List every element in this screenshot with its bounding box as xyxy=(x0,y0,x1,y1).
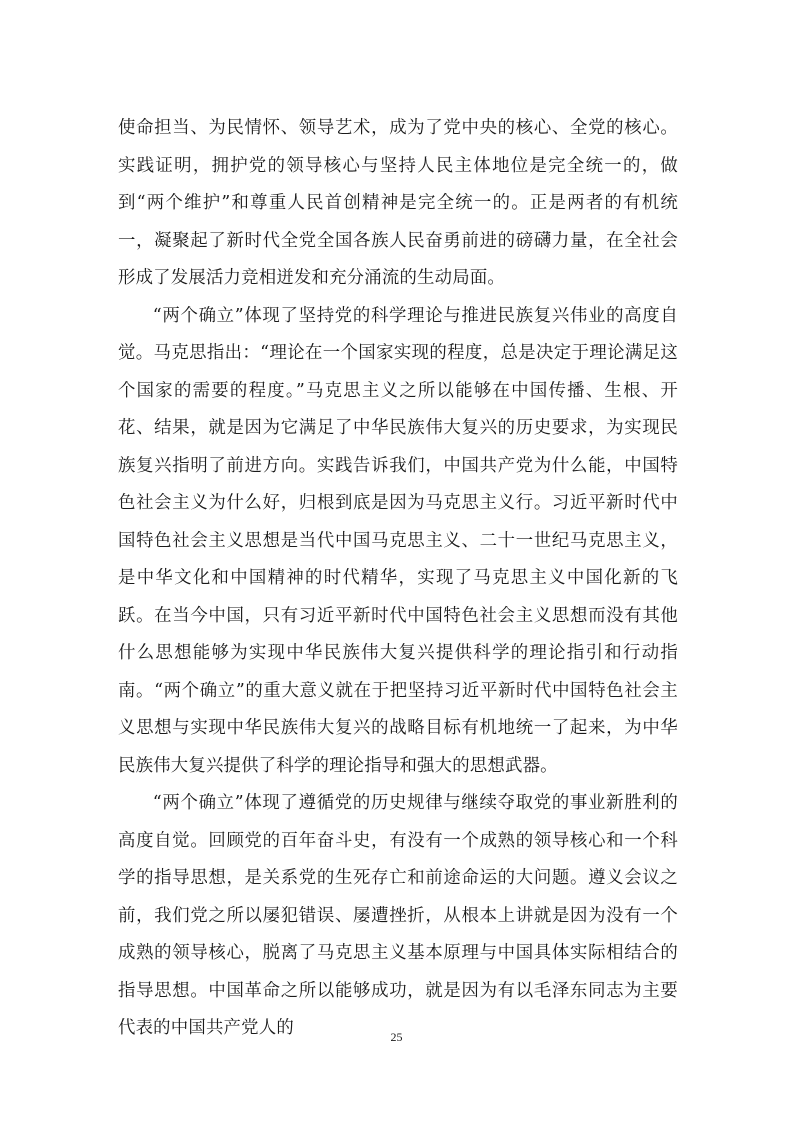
document-body xyxy=(118,110,678,1048)
paragraph-2: “两个确立”体现了坚持党的科学理论与推进民族复兴伟业的高度自觉。马克思指出：“理论在一个国家实现的程度，总是决定于理论满足这个国家的需要的程度。”马克思主义之所以能够在中国传播、生根、开花、结果，就是因为它满足了中华民族伟大复兴的历史要求，为实现民族复兴指明了前进方向。实践告诉我们，中国共产党为什么能，中国特色社会主义为什么好，归根到底是因为马克思主义行。习近平新时代中国特色社会主义思想是当代中国马克思主义、二十一世纪马克思主义，是中华文化和中国精神的时代精华，实现了马克思主义中国化新的飞跃。在当今中国，只有习近平新时代中国特色社会主义思想而没有其他什么思想能够为实现中华民族伟大复兴提供科学的理论指引和行动指南。“两个确立”的重大意义就在于把坚持习近平新时代中国特色社会主义思想与实现中华民族伟大复兴的战略目标有机地统一了起来，为中华民族伟大复兴提供了科学的理论指导和强大的思想武器。 xyxy=(118,305,678,776)
paragraph-1: 使命担当、为民情怀、领导艺术，成为了党中央的核心、全党的核心。实践证明，拥护党的领导核心与坚持人民主体地位是完全统一的，做到“两个维护”和尊重人民首创精神是完全统一的。正是两者的有机统一，凝聚起了新时代全党全国各族人民奋勇前进的磅礴力量，在全社会形成了发展活力竞相迸发和充分涌流的生动局面。 xyxy=(118,118,678,288)
paragraph-3: “两个确立”体现了遵循党的历史规律与继续夺取党的事业新胜利的高度自觉。回顾党的百年奋斗史，有没有一个成熟的领导核心和一个科学的指导思想，是关系党的生死存亡和前途命运的大问题。遵义会议之前，我们党之所以屡犯错误、屡遭挫折，从根本上讲就是因为没有一个成熟的领导核心，脱离了马克思主义基本原理与中国具体实际相结合的指导思想。中国革命之所以能够成功，就是因为有以毛泽东同志为主要代表的中国共产党人的 xyxy=(118,793,678,1038)
page-number: 25 xyxy=(390,1030,403,1044)
